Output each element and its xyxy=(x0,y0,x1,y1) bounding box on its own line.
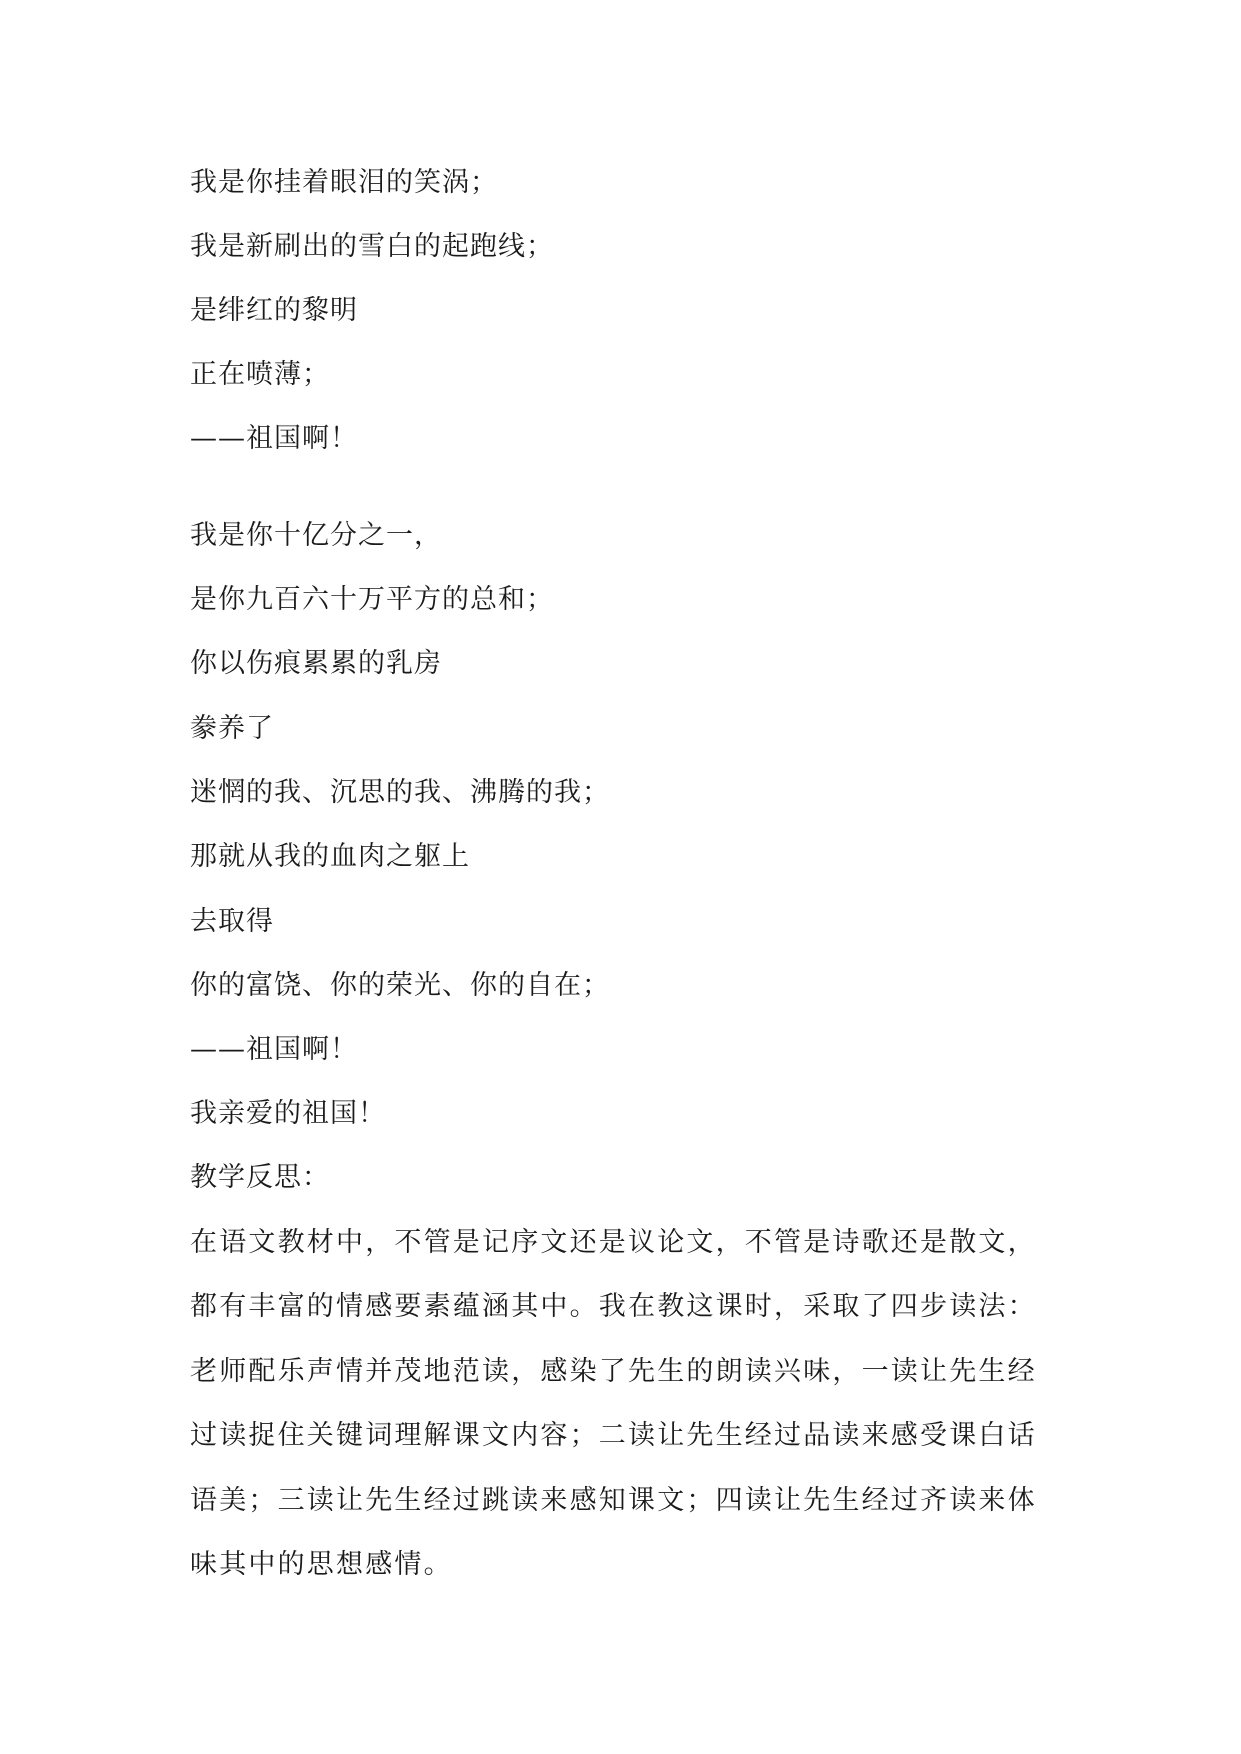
poem-line: 我是你十亿分之一， xyxy=(190,520,442,551)
poem-line: 豢养了 xyxy=(190,713,274,744)
paragraph-line: 语美；三读让先生经过跳读来感知课文；四读让先生经过齐读来体 xyxy=(190,1485,1037,1516)
poem-line: 那就从我的血肉之躯上 xyxy=(190,841,470,872)
poem-line: 你以伤痕累累的乳房 xyxy=(190,648,442,679)
poem-line: ——祖国啊！ xyxy=(190,423,358,454)
poem-line: 我亲爱的祖国！ xyxy=(190,1098,386,1129)
poem-line: 你的富饶、你的荣光、你的自在； xyxy=(190,970,610,1001)
paragraph-line: 老师配乐声情并茂地范读，感染了先生的朗读兴味，一读让先生经 xyxy=(190,1356,1037,1387)
poem-line: 去取得 xyxy=(190,906,274,937)
paragraph-line: 味其中的思想感情。 xyxy=(190,1549,453,1580)
poem-line: 迷惘的我、沉思的我、沸腾的我； xyxy=(190,777,610,808)
section-heading: 教学反思： xyxy=(190,1162,330,1193)
poem-line: ——祖国啊！ xyxy=(190,1034,358,1065)
poem-line: 是你九百六十万平方的总和； xyxy=(190,584,554,615)
paragraph-line: 都有丰富的情感要素蕴涵其中。我在教这课时，采取了四步读法： xyxy=(190,1291,1037,1322)
poem-line: 我是新刷出的雪白的起跑线； xyxy=(190,231,554,262)
poem-line: 正在喷薄； xyxy=(190,359,330,390)
paragraph-line: 在语文教材中，不管是记序文还是议论文，不管是诗歌还是散文， xyxy=(190,1227,1037,1258)
poem-line: 是绯红的黎明 xyxy=(190,295,358,326)
paragraph-line: 过读捉住关键词理解课文内容；二读让先生经过品读来感受课白话 xyxy=(190,1420,1037,1451)
poem-line: 我是你挂着眼泪的笑涡； xyxy=(190,167,498,198)
